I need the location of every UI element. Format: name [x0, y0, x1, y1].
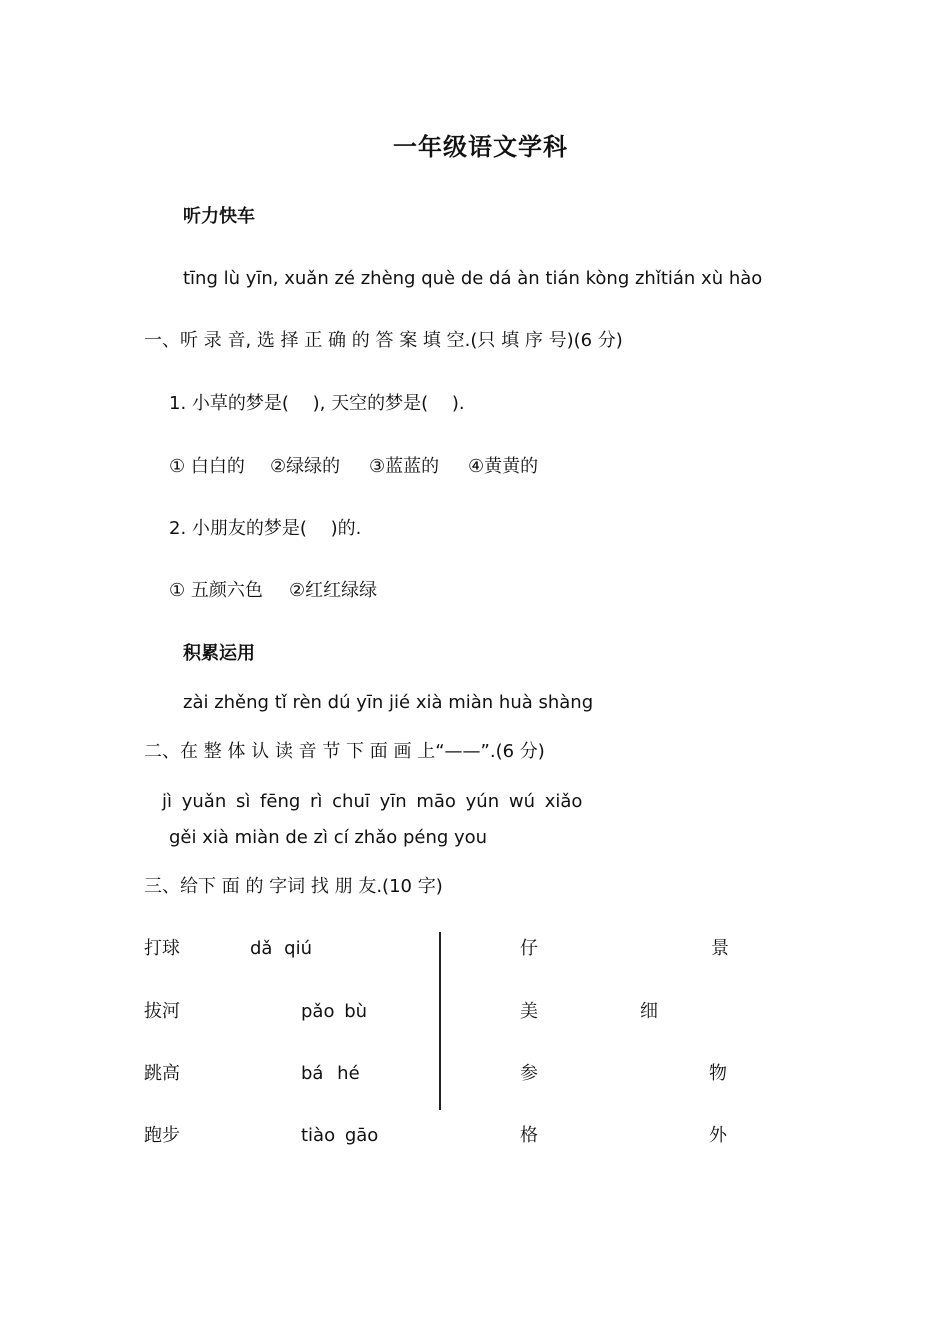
question-1-instruction: 一、听 录 音, 选 择 正 确 的 答 案 填 空.(只 填 序 号)(6 分) [144, 330, 623, 351]
question-2-syllables: jì yuǎn sì fēng rì chuī yīn māo yún wú xiǎo [162, 791, 583, 812]
word-row-2: 拔河 [144, 1001, 180, 1022]
pinyin-instruction-accumulate: zài zhěng tǐ rèn dú yīn jié xià miàn huà shàng [183, 692, 594, 713]
match-char-2b: 细 [640, 1001, 658, 1022]
question-1-item-1: 1. 小草的梦是( ), 天空的梦是( ). [169, 393, 465, 414]
match-char-1b: 景 [711, 938, 729, 959]
option-1-2: ②绿绿的 [270, 456, 341, 477]
match-char-3b: 物 [709, 1063, 727, 1084]
match-char-4a: 格 [520, 1125, 538, 1146]
column-divider [439, 932, 441, 1110]
match-char-1a: 仔 [520, 938, 538, 959]
question-2-instruction: 二、在 整 体 认 读 音 节 下 面 画 上“——”.(6 分) [144, 741, 545, 762]
match-char-4b: 外 [709, 1125, 727, 1146]
section-heading-listening: 听力快车 [183, 206, 255, 227]
pinyin-instruction-q3: gěi xià miàn de zì cí zhǎo péng you [169, 827, 488, 848]
word-row-3: 跳高 [144, 1063, 180, 1084]
pinyin-row-2: pǎo bù [301, 1001, 368, 1022]
word-row-4: 跑步 [144, 1125, 180, 1146]
pinyin-row-4: tiào gāo [301, 1125, 379, 1146]
pinyin-instruction-listening: tīng lù yīn, xuǎn zé zhèng què de dá àn tián kòng zhǐtián xù hào [183, 268, 763, 289]
match-char-3a: 参 [520, 1063, 538, 1084]
question-1-item-2: 2. 小朋友的梦是( )的. [169, 518, 362, 539]
option-1-3: ③蓝蓝的 [369, 456, 440, 477]
option-2-2: ②红红绿绿 [289, 580, 378, 601]
option-1-4: ④黄黄的 [468, 456, 539, 477]
match-char-2a: 美 [520, 1001, 538, 1022]
pinyin-row-1: dǎ qiú [250, 938, 313, 959]
word-row-1: 打球 [144, 938, 180, 959]
option-2-1: ① 五颜六色 [169, 580, 263, 601]
page-title: 一年级语文学科 [393, 133, 568, 161]
option-1-1: ① 白白的 [169, 456, 245, 477]
section-heading-accumulate: 积累运用 [183, 643, 255, 664]
question-3-instruction: 三、给下 面 的 字词 找 朋 友.(10 字) [144, 876, 443, 897]
pinyin-row-3: bá hé [301, 1063, 360, 1084]
